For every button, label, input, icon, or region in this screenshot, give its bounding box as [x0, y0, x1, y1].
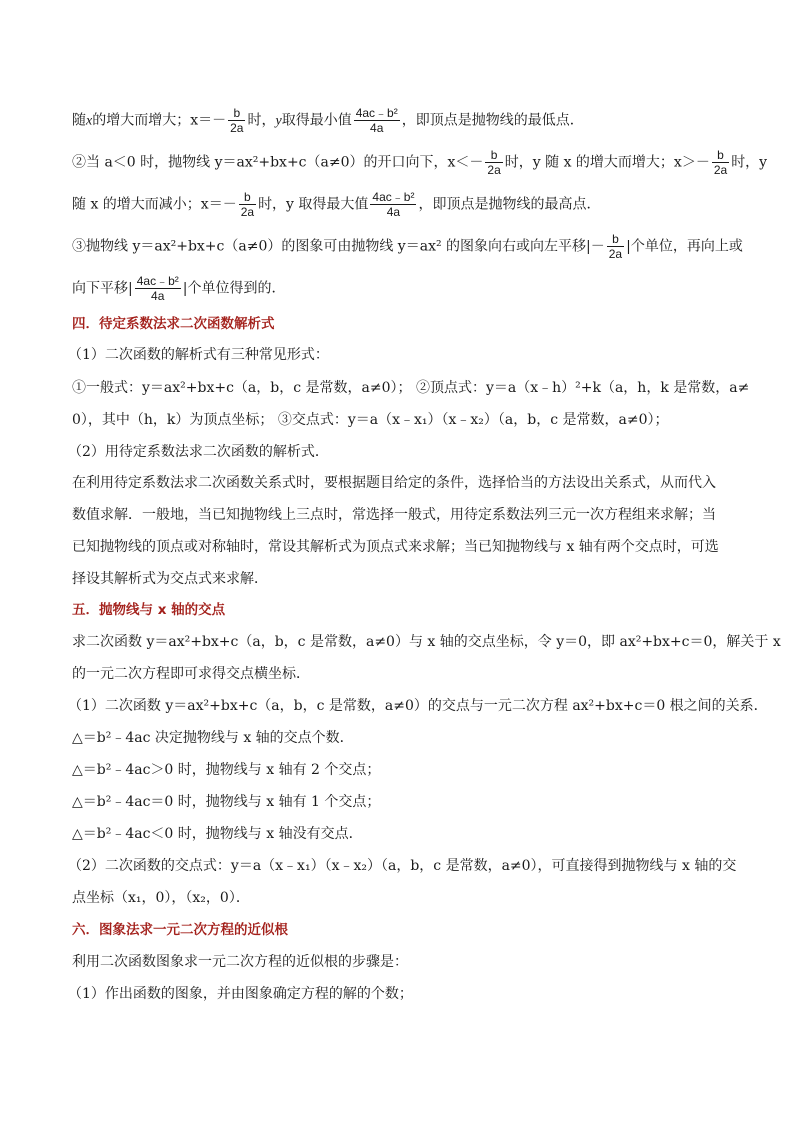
fraction-extremum	[370, 190, 416, 219]
paragraph-line: △＝b²﹣4ac 决定抛物线与 x 轴的交点个数．	[72, 730, 354, 746]
text-line-1	[72, 106, 734, 135]
paragraph-line: （2）用待定系数法求二次函数的解析式．	[68, 444, 329, 460]
paragraph-line: 0），其中（h，k）为顶点坐标； ③交点式：y＝a（x﹣x₁）（x﹣x₂）（a，b，c 是常数，a≠0）；	[72, 412, 669, 428]
section-heading-5: 五．抛物线与 x 轴的交点	[72, 602, 226, 618]
fraction-numerator: b	[239, 190, 256, 205]
text-span: 时，y 取得最大值	[258, 196, 369, 213]
text-span: |个单位，再向上或	[626, 238, 743, 255]
fraction-extremum	[354, 106, 400, 135]
fraction-b-2a	[607, 232, 624, 261]
fraction-denominator: 4a	[370, 121, 384, 135]
text-span: 时，	[247, 112, 276, 129]
text-span: 取得最小值	[281, 112, 352, 129]
text-span: ，即顶点是抛物线的最低点．	[401, 112, 584, 129]
fraction-b-2a	[228, 106, 245, 135]
paragraph-line: 择设其解析式为交点式来求解．	[72, 571, 268, 587]
text-span: |个单位得到的．	[182, 280, 286, 297]
fraction-b-2a	[712, 148, 729, 177]
fraction-numerator: b	[712, 148, 729, 163]
fraction-numerator: b	[607, 232, 624, 247]
paragraph-line: 已知抛物线的顶点或对称轴时，常设其解析式为顶点式来求解；当已知抛物线与 x 轴有两个交点时，可选	[72, 539, 719, 555]
fraction-numerator: 4ac﹣b²	[355, 106, 398, 120]
fraction-denominator: 2a	[240, 205, 255, 219]
text-line-5	[72, 274, 734, 303]
fraction-denominator: 4a	[386, 205, 401, 219]
text-span: y	[275, 113, 282, 129]
text-line-3	[72, 190, 734, 219]
fraction-numerator: b	[228, 106, 245, 121]
text-span: x	[86, 113, 93, 129]
text-span: 向下平移|	[72, 280, 133, 297]
paragraph-line: 点坐标（x₁，0），（x₂，0）．	[72, 890, 250, 906]
fraction-denominator: 2a	[230, 121, 244, 135]
text-span: 时，y	[731, 154, 768, 171]
section-heading-6: 六．图象法求一元二次方程的近似根	[72, 922, 288, 938]
text-span: 随 x 的增大而减小；x＝－	[72, 196, 237, 213]
section-heading-4: 四．待定系数法求二次函数解析式	[72, 316, 275, 332]
text-span: 时，y 随 x 的增大而增大；x＞－	[504, 154, 710, 171]
fraction-extremum	[135, 274, 181, 303]
paragraph-line: （1）二次函数 y＝ax²+bx+c（a，b，c 是常数，a≠0）的交点与一元二次方程 ax²+bx+c＝0 根之间的关系．	[68, 698, 768, 714]
fraction-denominator: 2a	[713, 163, 728, 177]
fraction-denominator: 2a	[608, 247, 623, 261]
paragraph-line: （1）二次函数的解析式有三种常见形式：	[68, 347, 329, 363]
paragraph-line: ①一般式：y＝ax²+bx+c（a，b，c 是常数，a≠0）； ②顶点式：y＝a（x﹣h）²+k（a，h，k 是常数，a≠	[72, 380, 750, 396]
paragraph-line: △＝b²﹣4ac＝0 时，抛物线与 x 轴有 1 个交点；	[72, 794, 381, 810]
text-span: ③抛物线 y＝ax²+bx+c（a≠0）的图象可由抛物线 y＝ax² 的图象向右或向左平移|－	[72, 238, 605, 255]
paragraph-line: △＝b²﹣4ac＜0 时，抛物线与 x 轴没有交点．	[72, 826, 363, 842]
text-span: x＝－	[190, 112, 227, 129]
fraction-denominator: 2a	[487, 163, 501, 177]
fraction-b-2a	[239, 190, 256, 219]
fraction-numerator: b	[485, 148, 502, 163]
paragraph-line: 求二次函数 y＝ax²+bx+c（a，b，c 是常数，a≠0）与 x 轴的交点坐标，令 y＝0，即 ax²+bx+c＝0，解关于 x	[72, 634, 781, 650]
text-line-2	[72, 148, 768, 177]
fraction-numerator: 4ac﹣b²	[136, 274, 179, 288]
fraction-numerator: 4ac﹣b²	[372, 190, 415, 204]
paragraph-line: 的一元二次方程即可求得交点横坐标．	[72, 666, 310, 682]
paragraph-line: 利用二次函数图象求一元二次方程的近似根的步骤是：	[72, 954, 408, 970]
text-span: 的增大而增大；	[92, 112, 191, 129]
fraction-b-2a	[485, 148, 502, 177]
text-span: ，即顶点是抛物线的最高点．	[418, 196, 601, 213]
text-span: 随	[72, 112, 86, 129]
text-span: ②当 a＜0 时，抛物线 y＝ax²+bx+c（a≠0）的开口向下，x＜－	[72, 154, 484, 171]
text-line-4	[72, 232, 743, 261]
paragraph-line: △＝b²﹣4ac＞0 时，抛物线与 x 轴有 2 个交点；	[72, 762, 381, 778]
fraction-denominator: 4a	[151, 289, 165, 303]
paragraph-line: 在利用待定系数法求二次函数关系式时，要根据题目给定的条件，选择恰当的方法设出关系式，从而代入	[72, 475, 716, 491]
paragraph-line: （1）作出函数的图象，并由图象确定方程的解的个数；	[68, 986, 413, 1002]
paragraph-line: 数值求解．一般地，当已知抛物线上三点时，常选择一般式，用待定系数法列三元一次方程组来求解；当	[72, 507, 716, 523]
paragraph-line: （2）二次函数的交点式：y＝a（x﹣x₁）（x﹣x₂）（a，b，c 是常数，a≠0），可直接得到抛物线与 x 轴的交	[68, 858, 737, 874]
